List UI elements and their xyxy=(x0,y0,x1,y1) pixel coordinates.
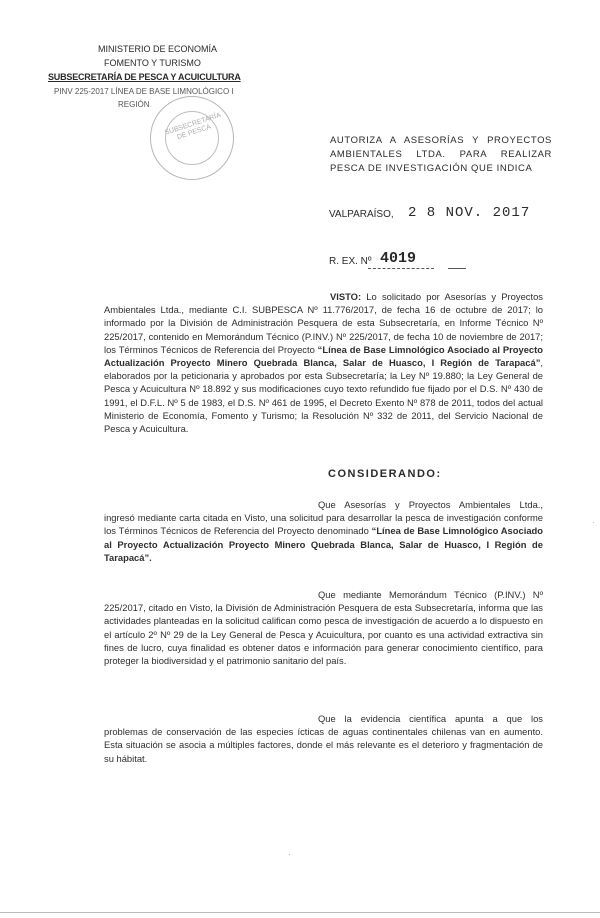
visto-paragraph xyxy=(104,290,543,435)
rex-label: R. EX. Nº xyxy=(329,256,372,267)
rex-underline xyxy=(368,268,434,269)
ministry-name: MINISTERIO DE ECONOMÍA xyxy=(98,44,218,54)
footer-mark: · xyxy=(288,850,291,859)
reference-line: PINV 225-2017 LÍNEA DE BASE LIMNOLÓGICO I xyxy=(54,87,234,96)
seal-text: SUBSECRETARÍA DE PESCA xyxy=(163,111,222,142)
page-bottom-edge xyxy=(0,912,600,913)
region-line: REGIÓN xyxy=(118,100,150,109)
rex-number: 4019 xyxy=(380,250,417,267)
visto-text-1: Lo solicitado por Asesorías y Proyectos Ambientales Ltda., mediante C.I. SUBPESCA Nº 11.776/2017, de fecha 16 de octubre de 2017; lo informado por la División de Administración Pesquera de esta Subsecretaría, en Informe Técnico Nº 225/2017, contenido en Memorándum Técnico (P.INV.) Nº 225/2017, de fecha 10 de noviembre de 2017; los Términos Técnicos de Referencia del Proyecto xyxy=(104,291,543,355)
margin-mark: · xyxy=(592,518,595,527)
place: VALPARAÍSO, xyxy=(329,209,394,220)
date-stamp: 2 8 NOV. 2017 xyxy=(408,205,531,221)
visto-project: “Línea de Base Limnológico Asociado al Proyecto Actualización Proyecto Minero Quebrada Blanca, Salar de Huasco, I Región de Tarapacá” xyxy=(104,343,543,369)
considerando-2: Que mediante Memorándum Técnico (P.INV.) Nº 225/2017, citado en Visto, la División de Administración Pesquera de esta Subsecretaría, informa que las actividades planteadas en la solicitud califican como pesca de investigación de acuerdo a lo dispuesto en el artículo 2º Nº 29 de la Ley General de Pesca y Acuicultura, por cuanto es una actividad extractiva sin fines de lucro, cuya finalidad es obtener datos e información para generar conocimiento científico, para proteger la biodiversidad y el patrimonio sanitario del país. xyxy=(104,589,543,667)
official-seal xyxy=(150,96,234,180)
considerando-1-project: “Línea de Base Limnológico Asociado al Proyecto Actualización Proyecto Minero Quebrada Blanca, Salar de Huasco, I Región de Tarapacá”. xyxy=(104,525,543,563)
considerando-1 xyxy=(104,498,543,564)
considerando-heading: CONSIDERANDO: xyxy=(328,468,442,480)
ministry-sub: FOMENTO Y TURISMO xyxy=(104,58,201,68)
visto-label: VISTO: xyxy=(330,291,362,302)
considerando-1-text: Que Asesorías y Proyectos Ambientales Ltda., ingresó mediante carta citada en Visto, una solicitud para desarrollar la pesca de investigación conforme los Términos Técnicos de Referencia del Proyecto denominado xyxy=(104,499,543,537)
visto-text-2: , elaborados por la peticionaria y aprobados por esta Subsecretaría; la Ley Nº 19.880; la Ley General de Pesca y Acuicultura Nº 18.892 y sus modificaciones cuyo texto refundido fue fijado por el D.S. Nº 430 de 1991, el D.F.L. Nº 5 de 1983, el D.S. Nº 461 de 1995, el Decreto Exento Nº 878 de 2011, todos del actual Ministerio de Economía, Fomento y Turismo; la Resolución Nº 332 de 2011, del Servicio Nacional de Pesca y Acuicultura. xyxy=(104,357,543,435)
authorization-title: AUTORIZA A ASESORÍAS Y PROYECTOS AMBIENTALES LTDA. PARA REALIZAR PESCA DE INVESTIGACIÓN QUE INDICA xyxy=(330,135,552,174)
subsecretaria: SUBSECRETARÍA DE PESCA Y ACUICULTURA xyxy=(48,72,241,82)
considerando-3: Que la evidencia científica apunta a que los problemas de conservación de las especies ícticas de aguas continentales chilenas van en aumento. Esta situación se asocia a múltiples factores, donde el más relevante es el deterioro y fragmentación de su hábitat. xyxy=(104,713,543,764)
rex-dash xyxy=(448,268,466,269)
